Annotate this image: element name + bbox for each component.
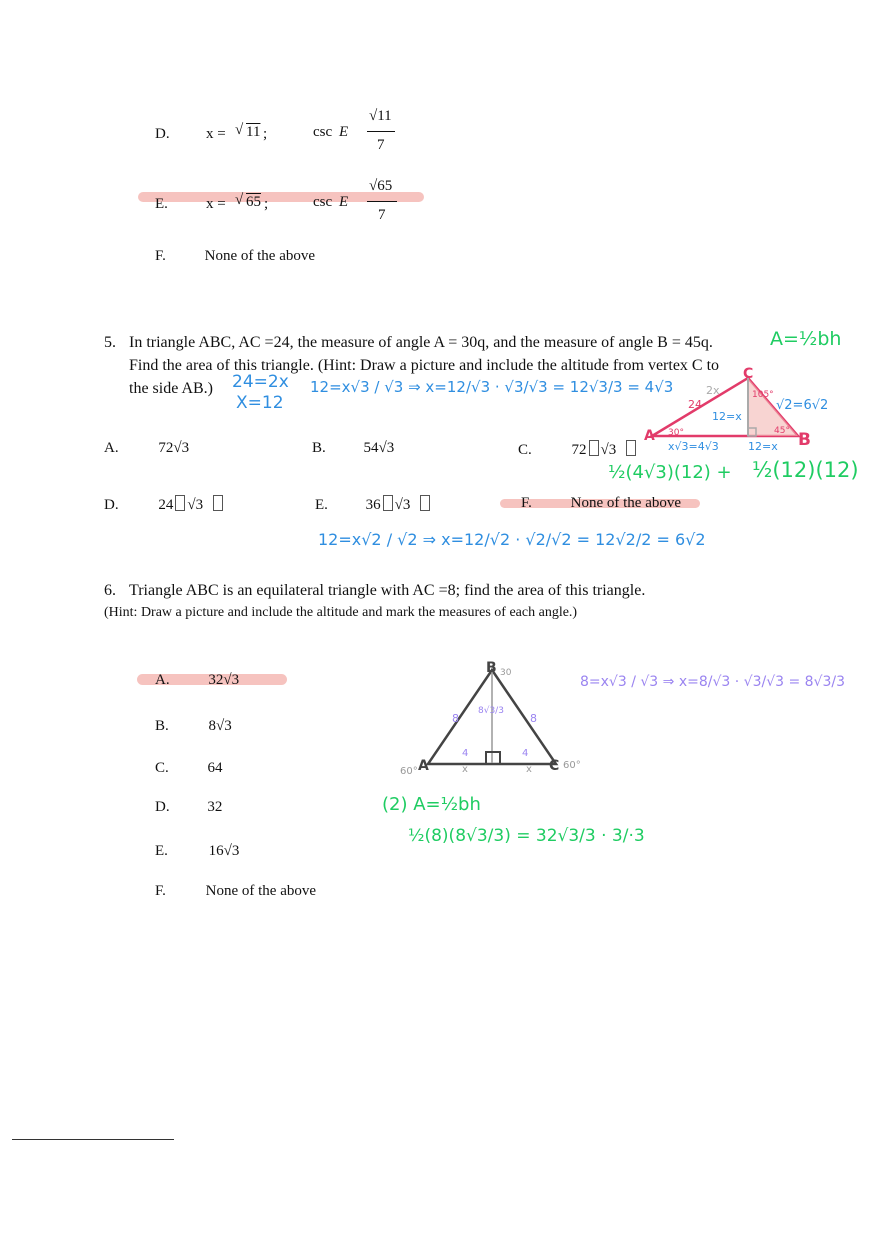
option-letter: C. [155,760,169,776]
option-letter: B. [312,440,326,456]
option-text: 16√3 [208,843,240,859]
radicand: 65 [246,194,261,210]
option-text: 32 [207,799,223,815]
hw-sum-left: ½(4√3)(12) + [608,462,732,483]
hw-area-formula: A=½bh [770,328,842,350]
q6-option-c [155,760,223,777]
variable-e: E [339,194,349,210]
hw-side-24: 24 [688,398,702,411]
hw-seg-left: x√3=4√3 [668,440,719,453]
hw-work-blue-2: 12=x√2 / √2 ⇒ x=12/√2 · √2/√2 = 12√2/2 = 6√2 [318,530,706,549]
q4-option-d [155,108,455,162]
hw-q6-side-left: 8 [452,712,459,725]
q6-option-b [155,718,232,735]
hw-q6-side-right: 8 [530,712,537,725]
missing-glyph [420,495,430,511]
radicand: 11 [246,124,261,140]
option-letter: C. [518,442,532,458]
q6-triangle-sketch [420,666,570,770]
fraction-num: √11 [369,108,392,124]
hw-q6-b: B [486,660,497,676]
q5-option-d [104,495,225,514]
hw-alt-12x: 12=x [712,410,742,423]
csc-label: csc [313,124,333,140]
option-text: None of the above [204,248,316,264]
hw-ang-c: 105° [752,390,774,400]
option-post: √3 [187,497,204,513]
hw-seg-right: 12=x [748,440,778,453]
hw-q6-ang-a: 60° [400,766,418,777]
hw-q6-x-right: x [526,764,532,775]
footnote-rule [12,1139,174,1140]
q6-hint: (Hint: Draw a picture and include the altitude and mark the measures of each angle.) [104,605,578,620]
hw-eq-24-2x: 24=2x [232,372,289,392]
fraction-den: 7 [378,207,386,223]
q4-option-f [155,248,315,265]
option-post: √3 [394,497,411,513]
variable-e: E [339,124,349,140]
q6-option-f [155,883,316,900]
hw-q6-ang-top: 30 [500,668,512,678]
hw-q6-ang-c: 60° [563,760,581,771]
option-text: 64 [207,760,223,776]
hw-sum-right: ½(12)(12) [752,458,859,482]
hw-eq-x-12: X=12 [236,393,284,413]
fraction-bar [367,131,395,132]
csc-label: csc [313,194,333,210]
missing-glyph [589,440,599,456]
option-text: None of the above [205,883,317,899]
q6-number: 6. [104,582,116,599]
option-letter: F. [155,883,166,899]
fraction-den: 7 [377,137,385,153]
option-pre: 72 [571,442,587,458]
option-letter: D. [104,497,119,513]
hw-work-purple: 8=x√3 / √3 ⇒ x=8/√3 · √3/√3 = 8√3/3 [580,674,846,690]
q6-line1: Triangle ABC is an equilateral triangle with AC =8; find the area of this triangle. [129,582,646,599]
hw-q6-a: A [418,758,429,774]
semicolon: ; [263,126,268,142]
option-pre: 24 [158,497,174,513]
q5-option-c [518,440,638,459]
hw-q6-half-left: 4 [462,748,469,759]
semicolon: ; [264,196,269,212]
q5-option-e [315,495,432,514]
x-label: x = [206,196,226,212]
option-pre: 36 [365,497,381,513]
hw-q6-half-right: 4 [522,748,529,759]
hw-area-calc: ½(8)(8√3/3) = 32√3/3 · 3/·3 [408,826,645,846]
hw-ang-b: 45° [774,426,790,436]
sqrt-sign: √ [235,122,244,138]
missing-glyph [213,495,223,511]
option-letter: E. [155,196,168,212]
hw-area-label: (2) A=½bh [382,794,481,815]
q5-option-f [521,495,681,512]
option-letter: B. [155,718,169,734]
hw-tri-a: A [644,428,655,444]
option-text: None of the above [570,495,682,511]
q5-line2: Find the area of this triangle. (Hint: Draw a picture and include the altitude from vertex C to [129,357,720,374]
q5-option-a [104,440,189,457]
hw-2x: 2x [706,384,720,397]
q6-option-a [155,672,239,689]
fraction-num: √65 [369,178,393,194]
missing-glyph [383,495,393,511]
option-letter: E. [155,843,168,859]
option-letter: F. [521,495,532,511]
option-text: 32√3 [208,672,240,688]
x-label: x = [206,126,226,142]
hw-tri-c: C [743,366,754,382]
q6-option-d [155,799,222,816]
option-letter: D. [155,799,170,815]
q5-number: 5. [104,334,116,351]
option-text: 72√3 [158,440,190,456]
option-letter: A. [155,672,170,688]
option-letter: D. [155,126,170,142]
missing-glyph [175,495,185,511]
option-post: √3 [600,442,617,458]
option-letter: E. [315,497,328,513]
sqrt-sign: √ [235,192,244,208]
q5-option-b [312,440,394,457]
q5-line1: In triangle ABC, AC =24, the measure of angle A = 30q, and the measure of angle B = 45q. [129,334,713,351]
q4-option-e [155,178,455,232]
hw-q6-c: C [549,758,560,774]
option-letter: F. [155,248,166,264]
q5-line3: the side AB.) [129,380,213,397]
hw-q6-alt: 8√3/3 [478,706,504,716]
option-letter: A. [104,440,119,456]
q6-option-e [155,843,239,860]
hw-q6-x-left: x [462,764,468,775]
hw-ang-a: 30° [668,428,684,438]
option-text: 8√3 [208,718,232,734]
hw-side-label: √2=6√2 [776,398,829,413]
missing-glyph [626,440,636,456]
hw-work-blue-1: 12=x√3 / √3 ⇒ x=12/√3 · √3/√3 = 12√3/3 = 4√3 [310,378,674,396]
hw-tri-b: B [798,430,811,450]
option-text: 54√3 [363,440,395,456]
fraction-bar [367,201,397,202]
